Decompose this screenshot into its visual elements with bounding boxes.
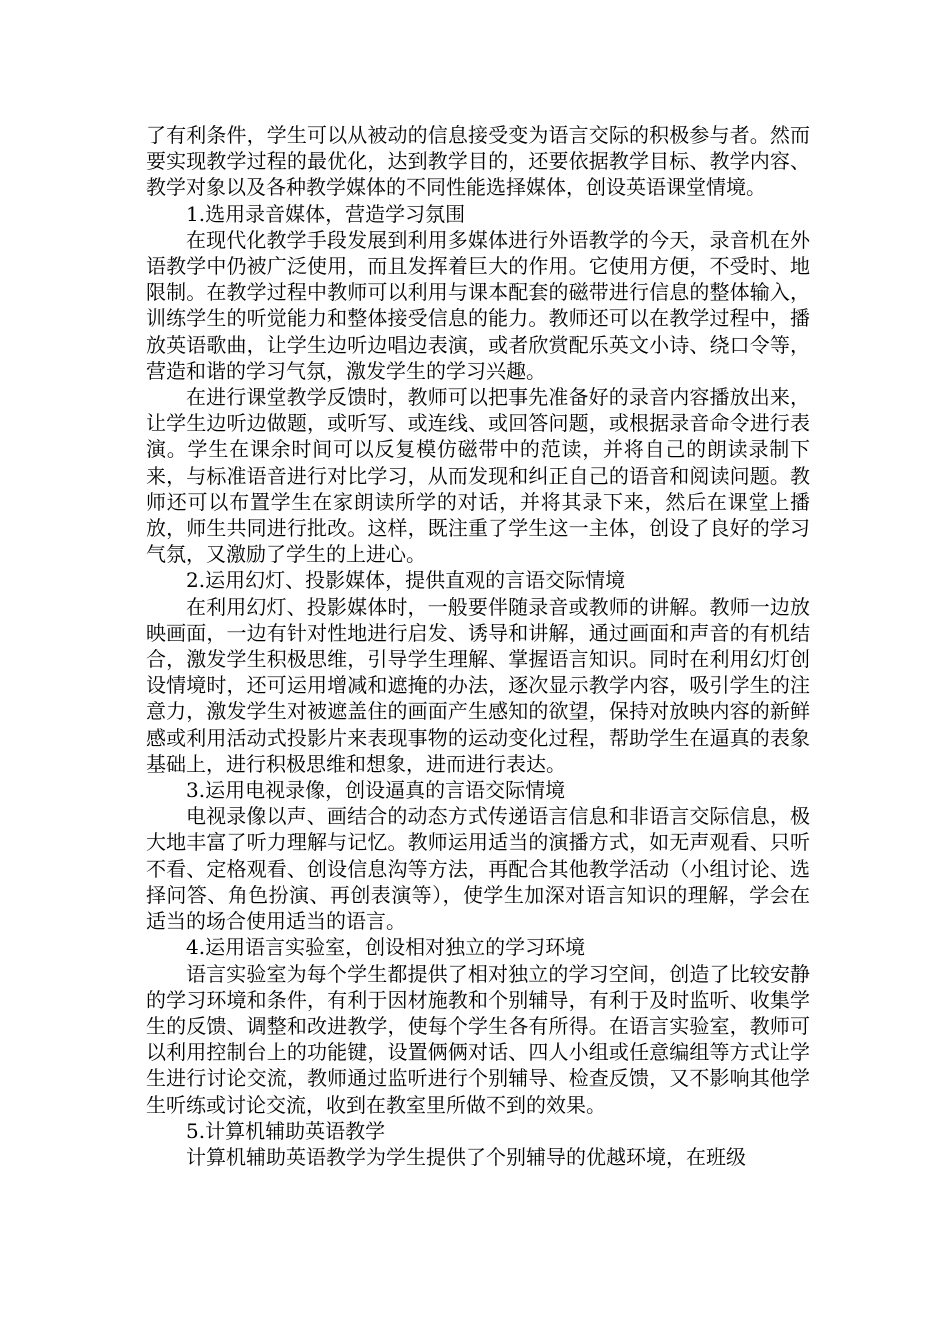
section-heading: 2.运用幻灯、投影媒体，提供直观的言语交际情境	[186, 568, 626, 593]
section-heading: 5.计算机辅助英语教学	[186, 1118, 386, 1143]
body-paragraph: 在利用幻灯、投影媒体时，一般要伴随录音或教师的讲解。教师一边放映画面，一边有针对性地进行启发、诱导和讲解，通过画面和声音的有机结合，激发学生积极思维，引导学生理解、掌握语言知识。同时在利用幻灯创设情境时，还可运用增减和遮掩的办法，逐次显示教学内容，吸引学生的注意力，激发学生对被遮盖住的画面产生感知的欲望，保持对放映内容的新鲜感或利用活动式投影片来表现事物的运动变化过程，帮助学生在逼真的表象基础上，进行积极思维和想象，进而进行表达。	[146, 594, 810, 776]
body-paragraph: 在进行课堂教学反馈时，教师可以把事先准备好的录音内容播放出来，让学生边听边做题，或听写、或连线、或回答问题，或根据录音命令进行表演。学生在课余时间可以反复模仿磁带中的范读，并将自己的朗读录制下来，与标准语音进行对比学习，从而发现和纠正自己的语音和阅读问题。教师还可以布置学生在家朗读所学的对话，并将其录下来，然后在课堂上播放，师生共同进行批改。这样，既注重了学生这一主体，创设了良好的学习气氛，又激励了学生的上进心。	[146, 385, 810, 567]
body-paragraph: 在现代化教学手段发展到利用多媒体进行外语教学的今天，录音机在外语教学中仍被广泛使用，而且发挥着巨大的作用。它使用方便，不受时、地限制。在教学过程中教师可以利用与课本配套的磁带进行信息的整体输入，训练学生的听觉能力和整体接受信息的能力。教师还可以在教学过程中，播放英语歌曲，让学生边听边唱边表演，或者欣赏配乐英文小诗、绕口令等，营造和谐的学习气氛，激发学生的学习兴趣。	[146, 227, 810, 383]
document-page	[146, 122, 810, 1170]
body-paragraph: 电视录像以声、画结合的动态方式传递语言信息和非语言交际信息，极大地丰富了听力理解与记忆。教师运用适当的演播方式，如无声观看、只听不看、定格观看、创设信息沟等方法，再配合其他教学活动（小组讨论、选择问答、角色扮演、再创表演等），使学生加深对语言知识的理解，学会在适当的场合使用适当的语言。	[146, 804, 810, 934]
body-paragraph: 了有利条件，学生可以从被动的信息接受变为语言交际的积极参与者。然而要实现教学过程的最优化，达到教学目的，还要依据教学目标、教学内容、教学对象以及各种教学媒体的不同性能选择媒体，创设英语课堂情境。	[146, 123, 810, 200]
section-heading: 4.运用语言实验室，创设相对独立的学习环境	[186, 935, 586, 960]
body-paragraph: 计算机辅助英语教学为学生提供了个别辅导的优越环境，在班级	[186, 1144, 746, 1169]
body-paragraph: 语言实验室为每个学生都提供了相对独立的学习空间，创造了比较安静的学习环境和条件，有利于因材施教和个别辅导，有利于及时监听、收集学生的反馈、调整和改进教学，使每个学生各有所得。在语言实验室，教师可以利用控制台上的功能键，设置俩俩对话、四人小组或任意编组等方式让学生进行讨论交流，教师通过监听进行个别辅导、检查反馈，又不影响其他学生听练或讨论交流，收到在教室里所做不到的效果。	[146, 961, 810, 1117]
section-heading: 3.运用电视录像，创设逼真的言语交际情境	[186, 778, 566, 803]
section-heading: 1.选用录音媒体，营造学习氛围	[186, 201, 466, 226]
